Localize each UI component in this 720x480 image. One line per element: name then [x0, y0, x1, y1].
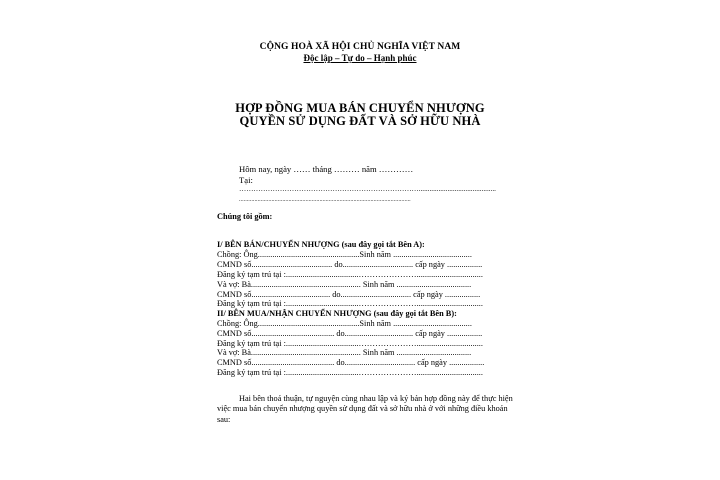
- place-dots-2: ...............................................................................................................: [239, 196, 411, 203]
- place-dots-1: …………………………………………………………………...........................................: [239, 185, 496, 193]
- party-a-husband-id-line: CMND số....................................... do.................................. cấp ngày .................: [217, 260, 483, 269]
- party-b-husband-line: Chồng: Ông.................................................Sinh năm ......................................: [217, 319, 472, 328]
- party-a-wife-line: Và vợ: Bà..................................................... Sinh năm ....................................: [217, 280, 472, 289]
- party-a-wife-address-line: Đăng ký tạm trú tại :...................................…………………................................: [217, 299, 483, 308]
- national-title: CỘNG HOÀ XÃ HỘI CHỦ NGHĨA VIỆT NAM: [259, 42, 461, 52]
- national-motto: Độc lập – Tự do – Hạnh phúc: [303, 53, 417, 63]
- party-b-heading: II/ BÊN MUA/NHẬN CHUYỂN NHƯỢNG (sau đây gọi tắt Bên B):: [217, 309, 457, 318]
- party-a-husband-line: Chồng: Ông.................................................Sinh năm ......................................: [217, 250, 472, 259]
- place-label: Tại:: [239, 175, 253, 185]
- party-b-wife-address-line: Đăng ký tạm trú tại :...................................…………………................................: [217, 368, 483, 377]
- party-b-husband-address-line: Đăng ký tạm trú tại :...................................…………………................................: [217, 339, 483, 348]
- party-a-husband-address-line: Đăng ký tạm trú tại :...................................…………………................................: [217, 270, 483, 279]
- party-a-heading: I/ BÊN BÁN/CHUYỂN NHƯỢNG (sau đây gọi tắt Bên A):: [217, 240, 425, 249]
- date-line: Hôm nay, ngày …… tháng ……… năm …………: [239, 164, 414, 174]
- party-b-wife-id-line: CMND số........................................ do.................................. cấp ngày .................: [217, 358, 485, 367]
- party-a-wife-id-line: CMND số...................................... do.................................. cấp ngày .................: [217, 290, 481, 299]
- party-b-wife-line: Và vợ: Bà..................................................... Sinh năm ....................................: [217, 348, 472, 357]
- agreement-paragraph: Hai bên thoả thuận, tự nguyện cùng nhau lập và ký bản hợp đồng này để thực hiện việc mua bán chuyển nhượng quyền sử dụng đất và sở hữu nhà ở với những điều khoản sau:: [217, 394, 513, 424]
- contract-title-line-2: QUYỀN SỬ DỤNG ĐẤT VÀ SỞ HỮU NHÀ: [239, 114, 481, 128]
- contract-title-line-1: HỢP ĐỒNG MUA BÁN CHUYỂN NHƯỢNG: [235, 101, 485, 115]
- party-b-husband-id-line: CMND số........................................ do................................. cấp ngày .................: [217, 329, 483, 338]
- parties-label: Chúng tôi gồm:: [217, 212, 273, 221]
